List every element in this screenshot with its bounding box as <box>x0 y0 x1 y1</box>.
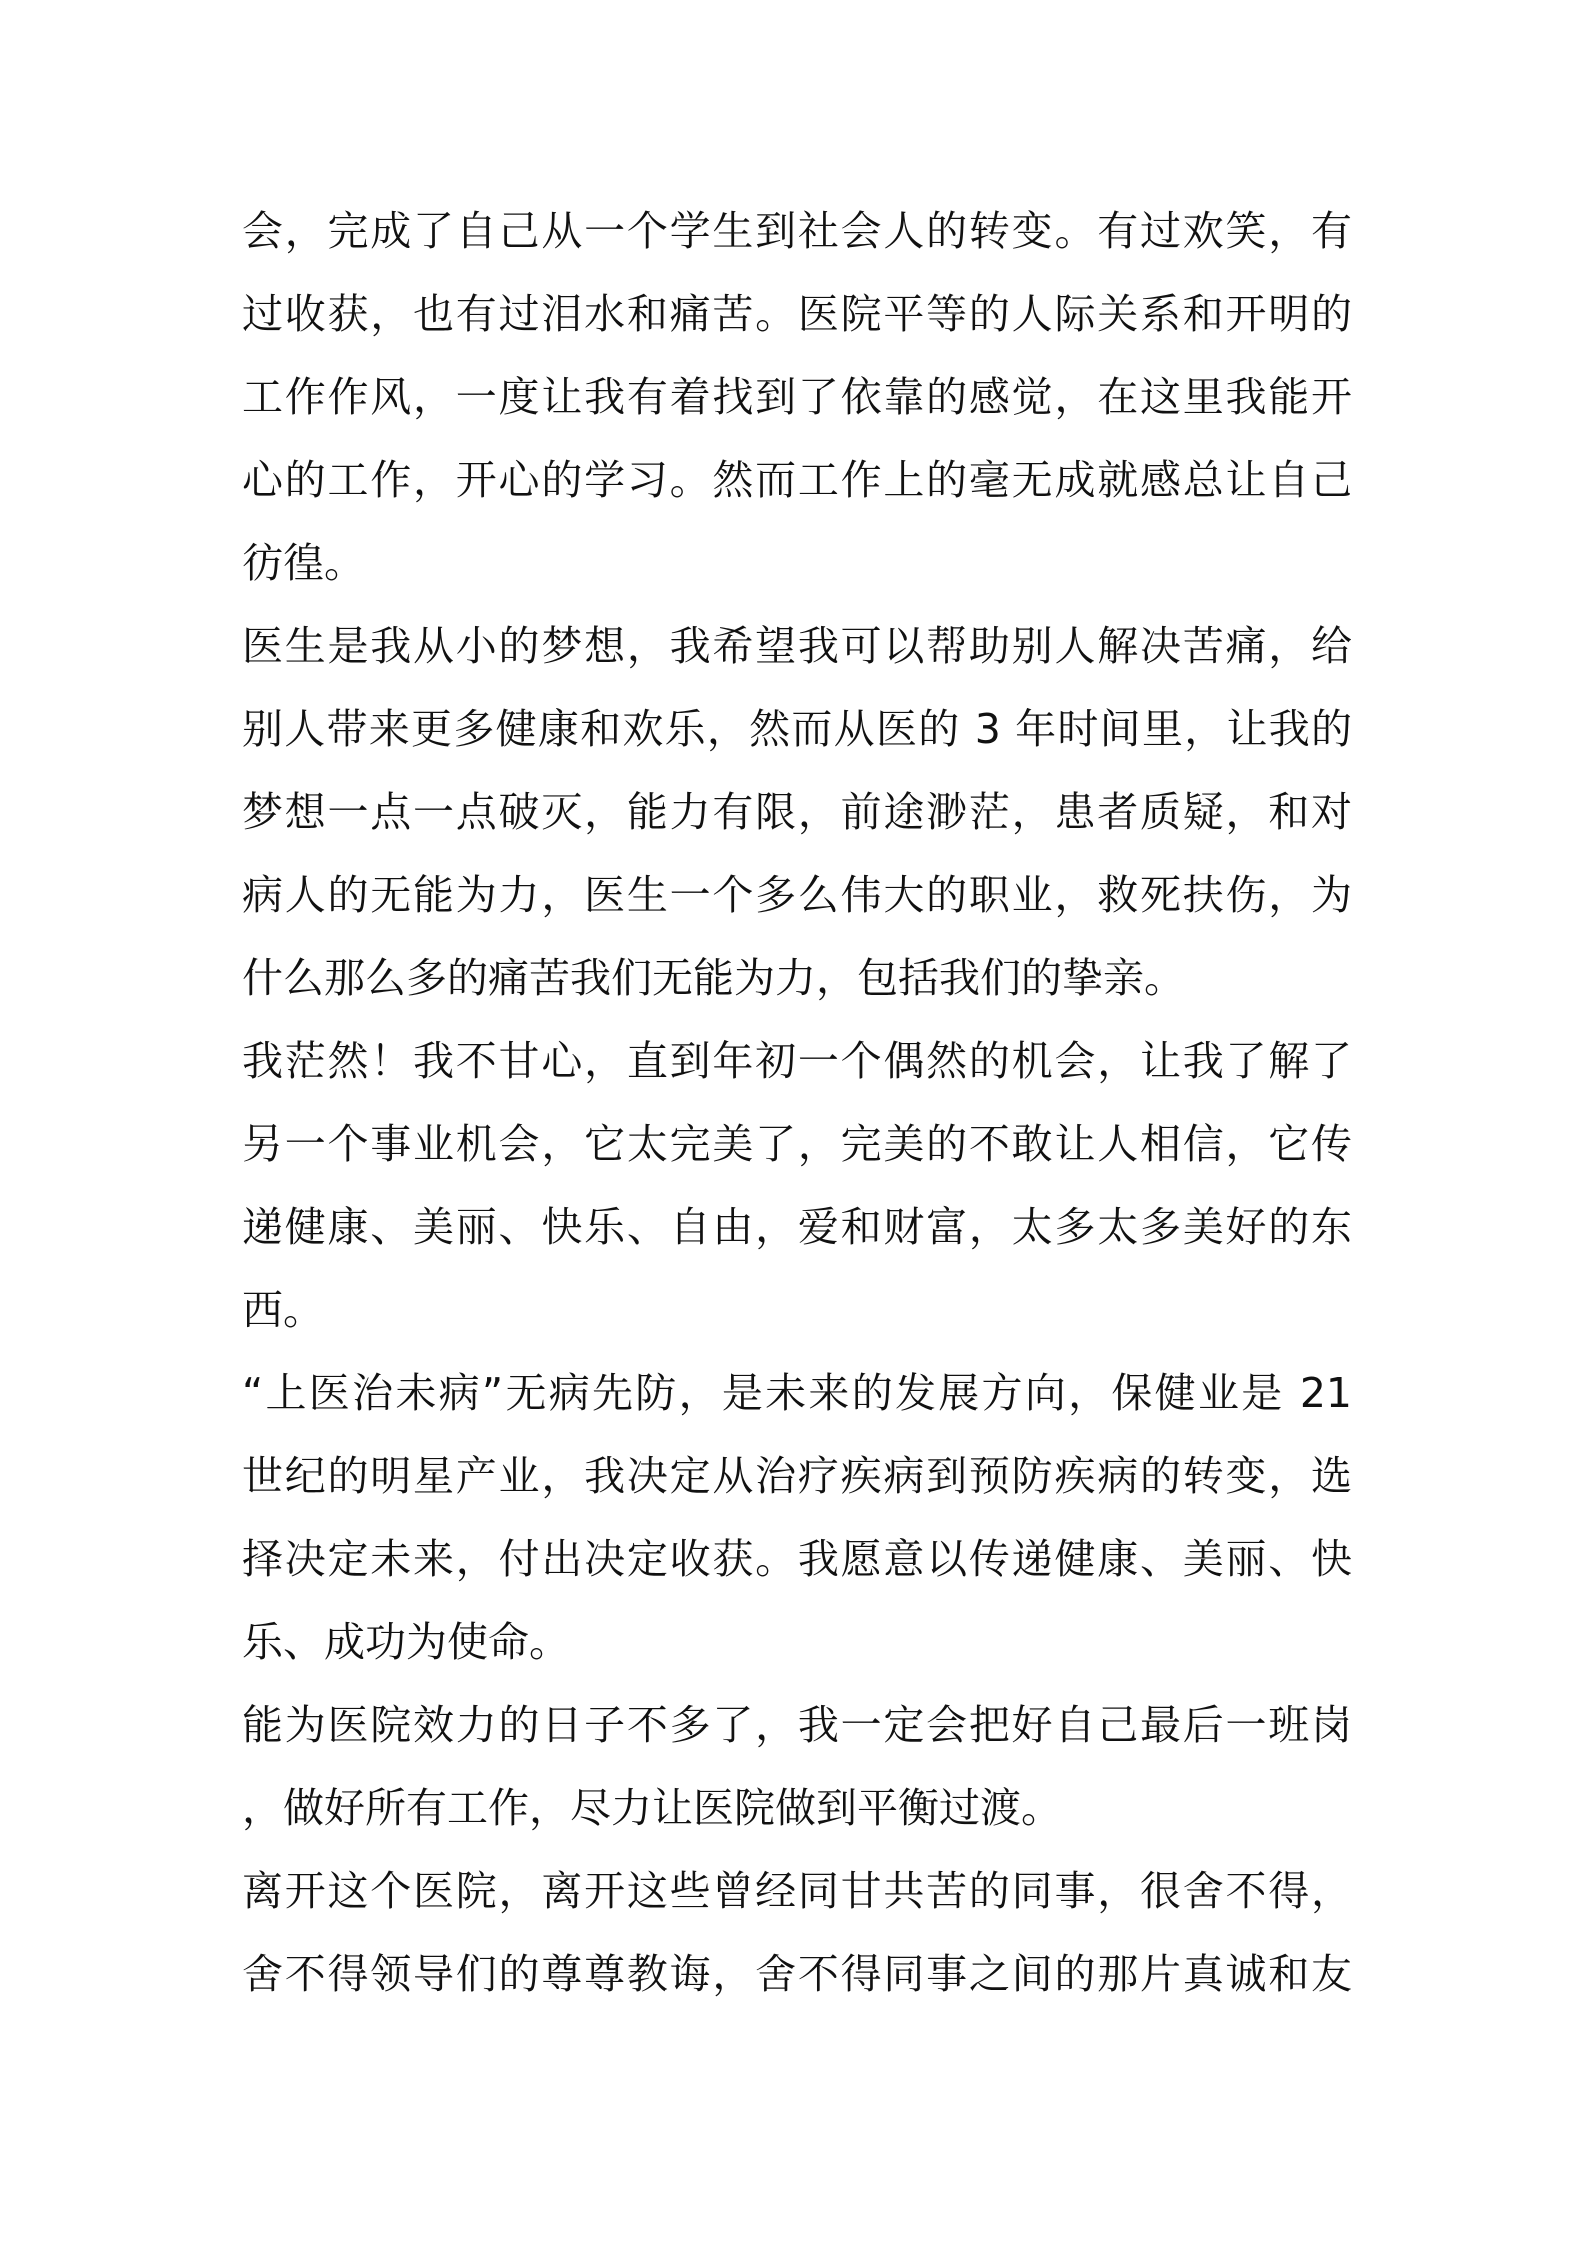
text-line: 会，完成了自己从一个学生到社会人的转变。有过欢笑，有 <box>242 207 1352 255</box>
text-line: 彷徨。 <box>242 539 365 587</box>
text-line: 什么那么多的痛苦我们无能为力，包括我们的挚亲。 <box>242 954 1185 1002</box>
text-line: 病人的无能为力，医生一个多么伟大的职业，救死扶伤，为 <box>242 871 1352 919</box>
text-line: 乐、成功为使命。 <box>242 1618 570 1666</box>
text-line: 离开这个医院，离开这些曾经同甘共苦的同事，很舍不得， <box>242 1867 1352 1915</box>
text-line: 能为医院效力的日子不多了，我一定会把好自己最后一班岗 <box>242 1701 1352 1749</box>
text-line: ，做好所有工作，尽力让医院做到平衡过渡。 <box>242 1784 1062 1832</box>
text-line: 西。 <box>242 1286 324 1334</box>
text-line: 世纪的明星产业，我决定从治疗疾病到预防疾病的转变，选 <box>242 1452 1352 1500</box>
text-line: 心的工作，开心的学习。然而工作上的毫无成就感总让自己 <box>242 456 1352 504</box>
text-line: 过收获，也有过泪水和痛苦。医院平等的人际关系和开明的 <box>242 290 1352 338</box>
text-line: 另一个事业机会，它太完美了，完美的不敢让人相信，它传 <box>242 1120 1352 1168</box>
text-line: 递健康、美丽、快乐、自由，爱和财富，太多太多美好的东 <box>242 1203 1352 1251</box>
text-line: 舍不得领导们的尊尊教诲，舍不得同事之间的那片真诚和友 <box>242 1950 1352 1998</box>
text-line: 择决定未来，付出决定收获。我愿意以传递健康、美丽、快 <box>242 1535 1352 1583</box>
text-line: 工作作风，一度让我有着找到了依靠的感觉，在这里我能开 <box>242 373 1352 421</box>
text-line: “上医治未病”无病先防，是未来的发展方向，保健业是 21 <box>242 1369 1352 1417</box>
text-line: 医生是我从小的梦想，我希望我可以帮助别人解决苦痛，给 <box>242 622 1352 670</box>
document-body <box>242 190 1352 2016</box>
text-line: 别人带来更多健康和欢乐，然而从医的 3 年时间里，让我的 <box>242 705 1352 753</box>
text-line: 我茫然！我不甘心，直到年初一个偶然的机会，让我了解了 <box>242 1037 1352 1085</box>
text-line: 梦想一点一点破灭，能力有限，前途渺茫，患者质疑，和对 <box>242 788 1352 836</box>
